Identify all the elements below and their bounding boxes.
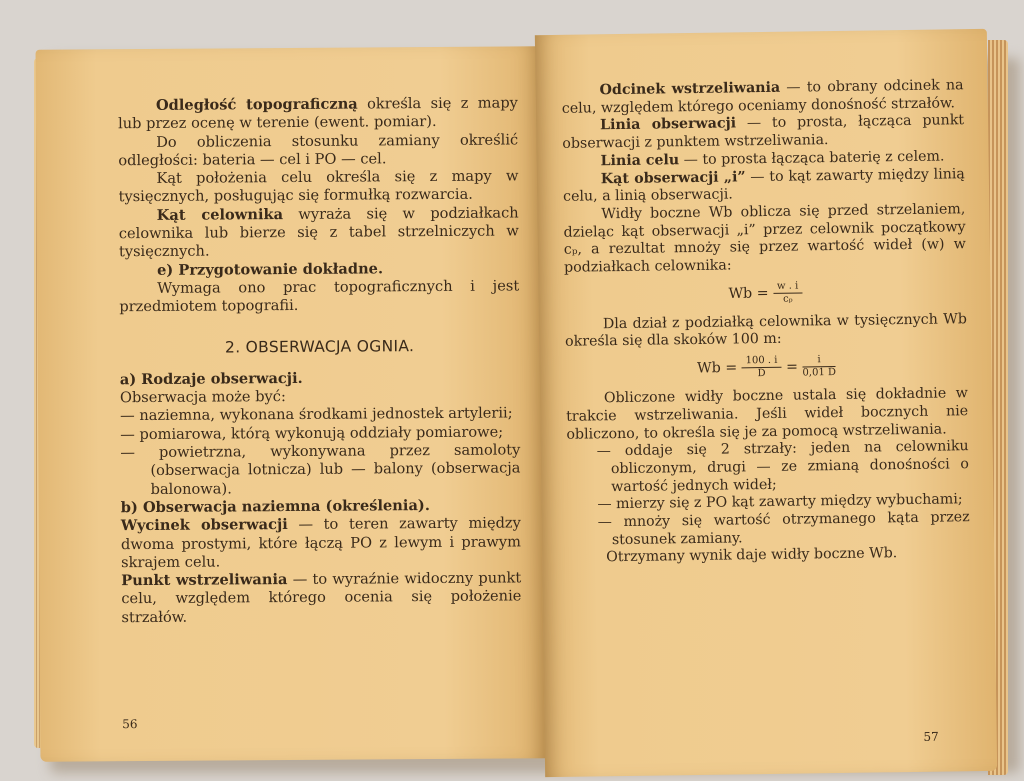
numerator: w . i [773,280,802,293]
left-page-text [118,94,522,627]
paragraph [121,570,521,628]
definition: określa się z mapy lub przez ocenę w terenie (ewent. pomiar). [117,94,518,133]
paragraph [563,166,965,207]
page-number-right: 57 [923,729,939,744]
paragraph: Kąt położenia celu określa się z mapy w tysięcznych, posługując się formułką rozwarcia. [118,167,519,206]
left-page [36,46,546,762]
term: Punkt wstrzeliwania [121,571,288,590]
denominator: cₚ [782,293,793,305]
paragraph: Widły boczne Wb oblicza się przed strzelaniem, dzieląc kąt obserwacji „i” przez celownik początkowy cₚ, a rezultat mnoży się przez wartość wideł (w) w podziałkach celownika: [563,201,966,276]
formula-lhs: Wb = [696,360,738,377]
fraction [802,354,836,379]
equals-sign: = [785,359,799,376]
term: Wycinek obserwacji [120,516,288,535]
term: Odcinek wstrzeliwania [599,79,781,99]
paragraph [562,113,964,154]
term: Odległość topograficzną [155,95,358,114]
term: Linia celu [600,152,680,170]
numerator: 100 . i [742,355,782,369]
list-item: — mnoży się wartość otrzymanego kąta przez stosunek zamiany. [597,509,970,548]
formula-wb-2 [565,352,967,383]
formula-lhs: Wb = [728,285,769,302]
term: Kąt obserwacji „i” [600,168,746,187]
subheading: e) Przygotowanie dokładne. [157,260,384,279]
list-item: — mierzy się z PO kąt zawarty między wybuchami; [597,491,963,513]
list-item: — pomiarowa, którą wykonują oddziały pomiarowe; [120,423,504,443]
fraction [742,355,782,381]
paragraph [562,77,964,118]
right-page [535,29,997,777]
formula-wb-1 [564,278,966,309]
definition: — to obrany odcinek na celu, względem którego oceniamy donośność strzałów. [561,77,964,117]
definition: — to prosta łącząca baterię z celem. [679,148,945,169]
right-page-text [562,77,971,568]
definition: — to wyraźnie widoczny punkt celu, względem którego ocenia się położenie strzałów. [121,569,522,626]
page-number-left: 56 [122,717,138,732]
subheading: a) Rodzaje obserwacji. [119,369,303,389]
paragraph [119,204,519,262]
term: Kąt celownika [156,205,284,224]
paragraph: Otrzymany wynik daje widły boczne Wb. [606,545,898,566]
list-item: — naziemna, wykonana środkami jednostek artylerii; [120,404,513,425]
paragraph: Dla dział z podziałką celownika w tysięcznych Wb określa się dla skoków 100 m: [565,310,967,351]
fraction [773,280,803,305]
paragraph [118,94,518,133]
denominator: D [757,368,766,380]
paragraph: Wymaga ono prac topograficznych i jest przedmiotem topografii. [119,277,520,316]
term: Linia obserwacji [600,115,737,134]
definition: — to prosta, łącząca punkt obserwacji z punktem wstrzeliwania. [562,112,965,152]
subheading: b) Obserwacja naziemna (określenia). [120,496,430,517]
open-book [20,18,1004,760]
definition: — to teren zawarty między dwoma prostymi, które łączą PO z lewym i prawym skrajem celu. [120,514,522,572]
paragraph: Obserwacja może być: [119,388,286,407]
denominator: 0,01 D [802,367,837,379]
definition: wyraża się w podziałkach celownika lub bierze się z tabel strzelniczych w tysięcznych. [118,204,519,261]
numerator: i [802,354,836,367]
section-heading: 2. OBSERWACJA OGNIA. [224,336,415,357]
list-item: — powietrzna, wykonywana przez samoloty (obserwacja lotnicza) lub — balony (obserwacja balonowa). [120,441,521,498]
definition: — to kąt zawarty między linią celu, a linią obserwacji. [562,165,965,206]
paragraph: Obliczone widły boczne ustala się dokładnie w trakcie wstrzeliwania. Jeśli wideł bocznych nie obliczono, to określa się je za pomocą wstrzeliwania. [566,385,969,443]
list-item: — oddaje się 2 strzały: jeden na celowniku obliczonym, drugi — ze zmianą donośności o wartość jednych wideł; [596,438,969,495]
paragraph: Do obliczenia stosunku zamiany określić odległości: bateria — cel i PO — cel. [118,130,519,170]
paragraph [121,515,521,573]
